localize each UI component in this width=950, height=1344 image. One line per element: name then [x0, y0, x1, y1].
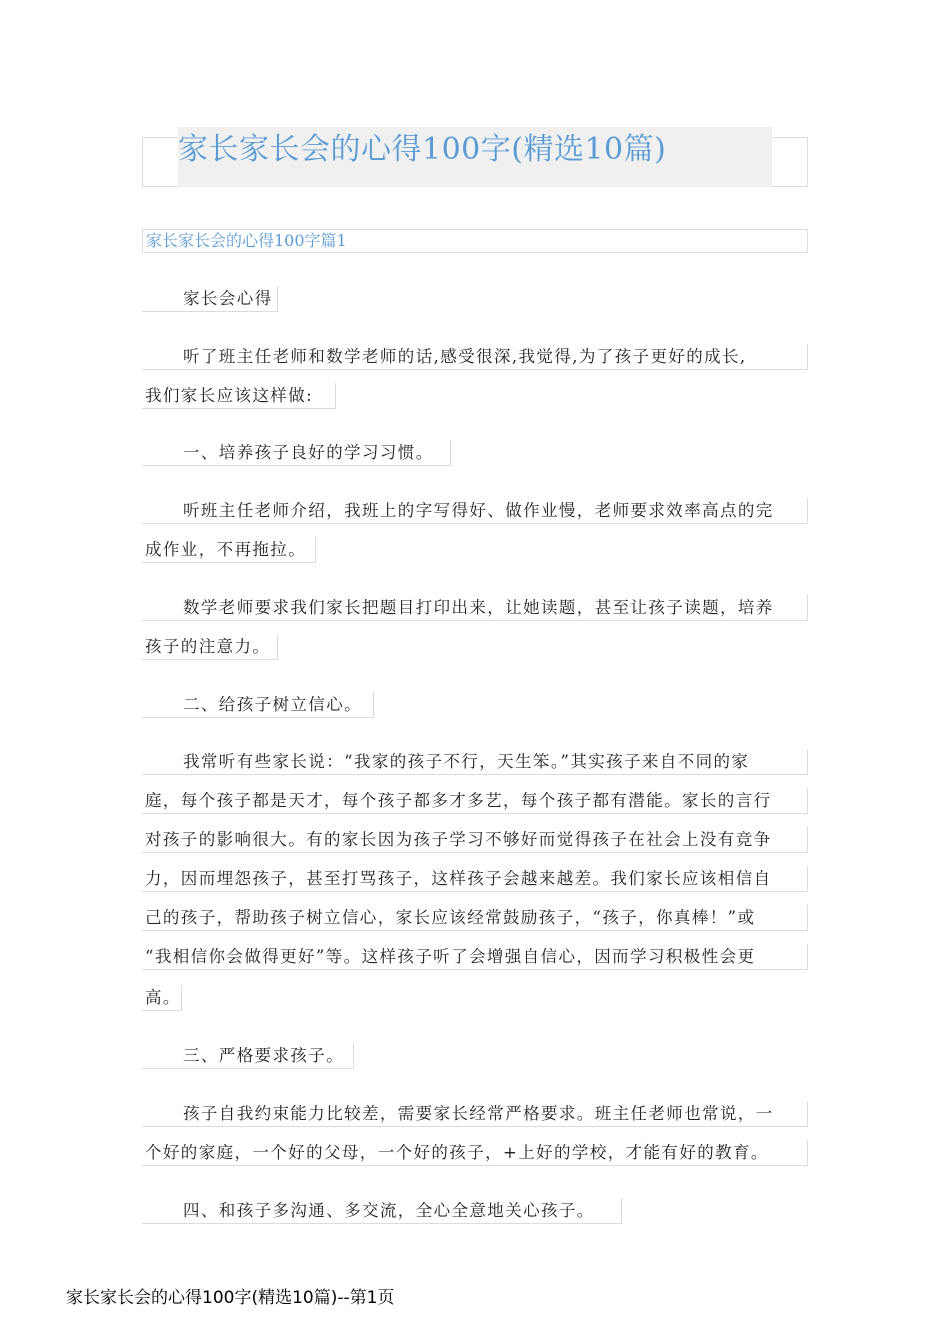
paragraph-line: 家长会心得: [142, 286, 278, 312]
section-heading: 家长家长会的心得100字篇1: [142, 229, 808, 253]
paragraph-line: “我相信你会做得更好”等。这样孩子听了会增强自信心，因而学习积极性会更: [142, 944, 808, 970]
paragraph-line: 我常听有些家长说：“我家的孩子不行，天生笨。”其实孩子来自不同的家: [142, 749, 808, 775]
page-footer: 家长家长会的心得100字(精选10篇)--第1页: [66, 1288, 395, 1308]
paragraph-line: 对孩子的影响很大。有的家长因为孩子学习不够好而觉得孩子在社会上没有竞争: [142, 827, 808, 853]
paragraph-line: 数学老师要求我们家长把题目打印出来，让她读题，甚至让孩子读题，培养: [142, 595, 808, 621]
paragraph-line: 孩子自我约束能力比较差，需要家长经常严格要求。班主任老师也常说，一: [142, 1101, 808, 1127]
paragraph-line: 四、和孩子多沟通、多交流，全心全意地关心孩子。: [142, 1198, 622, 1224]
paragraph-line: 二、给孩子树立信心。: [142, 692, 374, 718]
paragraph-line: 高。: [142, 985, 182, 1011]
paragraph-line: 孩子的注意力。: [142, 634, 278, 660]
paragraph-line: 听了班主任老师和数学老师的话,感受很深,我觉得,为了孩子更好的成长,: [142, 344, 808, 370]
paragraph-line: 一、培养孩子良好的学习习惯。: [142, 440, 451, 466]
paragraph-line: 我们家长应该这样做:: [142, 383, 336, 409]
paragraph-line: 力，因而埋怨孩子，甚至打骂孩子，这样孩子会越来越差。我们家长应该相信自: [142, 866, 808, 892]
paragraph-line: 庭，每个孩子都是天才，每个孩子都多才多艺，每个孩子都有潜能。家长的言行: [142, 788, 808, 814]
paragraph-line: 听班主任老师介绍，我班上的字写得好、做作业慢，老师要求效率高点的完: [142, 498, 808, 524]
paragraph-line: 三、严格要求孩子。: [142, 1043, 354, 1069]
paragraph-line: 己的孩子，帮助孩子树立信心，家长应该经常鼓励孩子，“孩子，你真棒！”或: [142, 905, 808, 931]
paragraph-line: 个好的家庭，一个好的父母，一个好的孩子，+上好的学校，才能有好的教育。: [142, 1140, 808, 1166]
paragraph-line: 成作业，不再拖拉。: [142, 537, 316, 563]
document-title: 家长家长会的心得100字(精选10篇): [178, 132, 667, 167]
